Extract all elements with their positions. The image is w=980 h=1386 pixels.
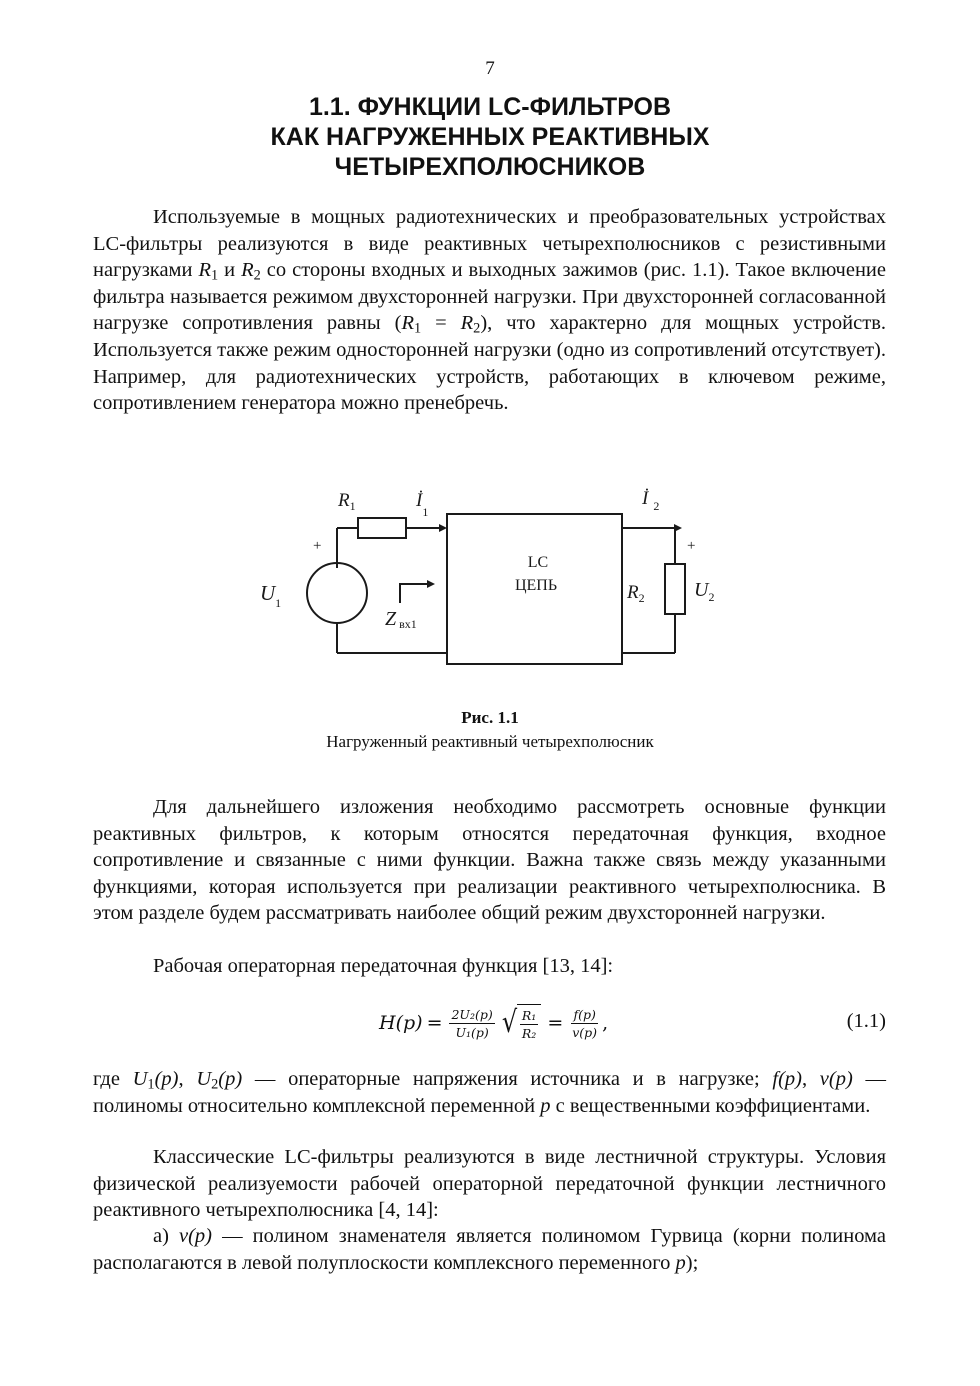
fraction-resistance: $\frac{\text{R₁}}{\text{R₂}}$ <box>521 1008 537 1041</box>
paragraph-transfer-intro: Рабочая операторная передаточная функция [13, 14]: <box>153 955 614 977</box>
formula-lhs: H(p) <box>379 1012 423 1034</box>
heading-line-1: 1.1. ФУНКЦИИ LC-ФИЛЬТРОВ <box>308 93 672 121</box>
label-plus-load: + <box>687 538 696 554</box>
paragraph-condition-a: а) v(p) — полином знаменателя является полиномом Гурвица (корни полинома располагаются в левой полуплоскости комплексного переменного p); <box>93 1225 886 1274</box>
lc-label-line-2: ЦЕПЬ <box>514 577 558 594</box>
circuit-diagram <box>250 478 730 678</box>
paragraph-where: где $U_1(p)$, $U_2(p)$ — операторные напряжения источника и в нагрузке; f(p), v(p) — полиномы относительно комплексной переменной p с вещественными коэффициентами. <box>93 1068 886 1117</box>
heading-line-3: ЧЕТЫРЕХПОЛЮСНИКОВ <box>334 153 646 181</box>
paragraph-intro: Используемые в мощных радиотехнических и преобразовательных устройствах LC-фильтры реализуются в виде реактивных четырехполюсников с резистивными нагрузками $R_1$ и $R_2$ со стороны входных и выходных зажимов (рис. 1.1). Такое включение фильтра называется режимом двухсторонней нагрузки. При двухсторонней согласованной нагрузке сопротивления равны $(R_1 = R_2)$, что характерно для мощных устройств. Используется также режим односторонней нагрузки (одно из сопротивлений отсутствует). Например, для радиотехнических устройств, работающих в ключевом режиме, сопротивлением генератора можно пренебречь. <box>93 206 887 415</box>
lc-label-line-1: LC <box>527 554 549 571</box>
label-zin: Zвх1 <box>385 608 417 631</box>
label-u1: $U_1$ <box>260 581 282 610</box>
zin-arrow-head <box>427 580 435 588</box>
input-impedance-arrow <box>400 584 428 603</box>
resistor-r2 <box>665 564 685 614</box>
section-heading <box>0 92 980 182</box>
current-arrow-i1 <box>439 524 447 532</box>
figure-caption-text: Нагруженный реактивный четырехполюсник <box>326 732 654 751</box>
resistor-r1 <box>358 518 406 538</box>
paragraph-ladder: Классические LC-фильтры реализуются в виде лестничной структуры. Условия физической реализуемости рабочей операторной передаточной функции лестничного реактивного четырехполюсника [4, 14]: <box>93 1146 886 1222</box>
sqrt-resistance-ratio: √ $\frac{\text{R₁}}{\text{R₂}}$ <box>500 1004 542 1042</box>
formula-equals-1: = <box>426 1012 443 1034</box>
paragraph-functions: Для дальнейшего изложения необходимо рассмотреть основные функции реактивных фильтров, к которым относятся передаточная функция, входное сопротивление и связанные с ними функции. Важна также связь между указанными функциями, которая используется при реализации реактивного четырехполюсника. В этом разделе будем рассматривать наиболее общий режим двухсторонней нагрузки. <box>93 796 886 925</box>
label-i1: $İ_1$ <box>416 490 429 519</box>
label-plus-source: + <box>313 538 322 554</box>
label-r2: $R_2$ <box>627 582 645 605</box>
label-u2: $U_2$ <box>694 579 715 604</box>
equation-number: (1.1) <box>846 1010 886 1032</box>
fraction-voltage-ratio: $\frac{\text{2U₂(p)}}{\text{U₁(p)}}$ <box>451 1006 493 1040</box>
current-arrow-i2 <box>674 524 682 532</box>
fraction-polynomials: $\frac{f(p)}{v(p)}$ <box>572 1006 598 1040</box>
formula-equals-2: = <box>547 1012 564 1034</box>
formula-comma: , <box>602 1012 609 1034</box>
formula <box>379 996 608 1050</box>
page-number: 7 <box>485 58 495 79</box>
figure-caption-title: Рис. 1.1 <box>461 708 519 727</box>
equation-1-1 <box>93 996 886 1050</box>
voltage-source <box>307 563 367 623</box>
label-r1: $R_1$ <box>338 490 356 513</box>
label-i2: İ $_2$ <box>642 488 660 513</box>
heading-line-2: КАК НАГРУЖЕННЫХ РЕАКТИВНЫХ <box>270 123 710 151</box>
